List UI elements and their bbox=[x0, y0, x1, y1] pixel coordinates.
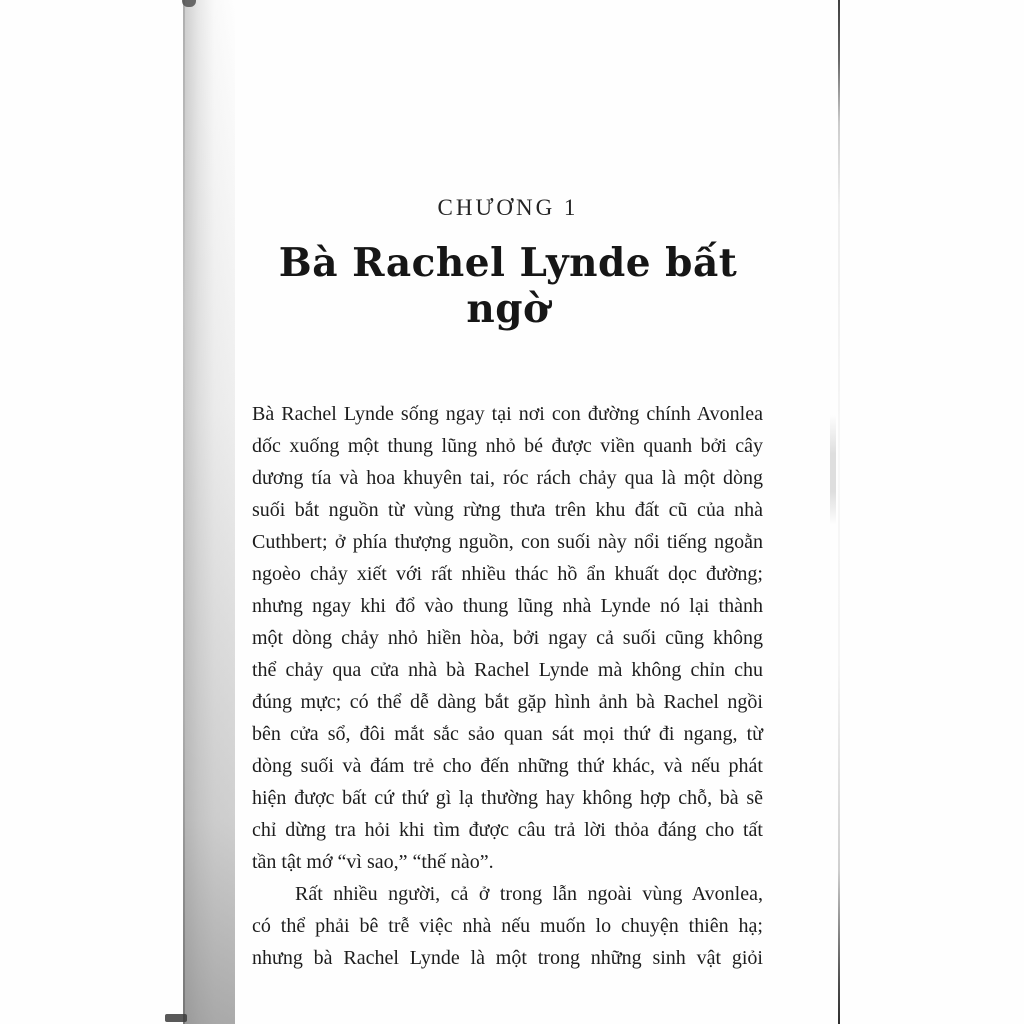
page-right-edge-line bbox=[838, 0, 840, 1024]
text-line: dốc xuống một thung lũng nhỏ bé được viền quanh bởi cây bbox=[252, 435, 763, 457]
page-bottom-edge-mark bbox=[165, 1014, 187, 1022]
text-line: Bà Rachel Lynde sống ngay tại nơi con đường chính Avonlea bbox=[252, 403, 763, 425]
chapter-title: Bà Rachel Lynde bất ngờ bbox=[278, 240, 738, 332]
text-line: hiện được bất cứ thứ gì lạ thường hay không hợp chỗ, bà sẽ bbox=[252, 787, 763, 809]
text-line: Cuthbert; ở phía thượng nguồn, con suối này nổi tiếng ngoằn bbox=[252, 531, 763, 553]
text-line: Rất nhiều người, cả ở trong lẫn ngoài vùng Avonlea, bbox=[295, 883, 763, 905]
page-spine-edge-line bbox=[183, 0, 185, 1024]
text-line: có thể phải bê trễ việc nhà nếu muốn lo chuyện thiên hạ; bbox=[252, 915, 763, 937]
text-line: nhưng bà Rachel Lynde là một trong những sinh vật giỏi bbox=[252, 947, 763, 969]
text-line: chỉ dừng tra hỏi khi tìm được câu trả lời thỏa đáng cho tất bbox=[252, 819, 763, 841]
text-line: bên cửa sổ, đôi mắt sắc sảo quan sát mọi thứ đi ngang, từ bbox=[252, 723, 763, 745]
page-spine-shadow bbox=[183, 0, 235, 1024]
text-line: thể chảy qua cửa nhà bà Rachel Lynde mà không chỉn chu bbox=[252, 659, 763, 681]
text-line: đúng mực; có thể dễ dàng bắt gặp hình ảnh bà Rachel ngồi bbox=[252, 691, 763, 713]
text-line: nhưng ngay khi đổ vào thung lũng nhà Lynde nó lại thành bbox=[252, 595, 763, 617]
text-line: dương tía và hoa khuyên tai, róc rách chảy qua là một dòng bbox=[252, 467, 763, 489]
text-line: dòng suối và đám trẻ cho đến những thứ khác, và nếu phát bbox=[252, 755, 763, 777]
body-text bbox=[252, 398, 763, 974]
text-line: suối bắt nguồn từ vùng rừng thưa trên khu đất cũ của nhà bbox=[252, 499, 763, 521]
text-line: ngoèo chảy xiết với rất nhiều thác hồ ẩn khuất dọc đường; bbox=[252, 563, 763, 585]
text-line: một dòng chảy nhỏ hiền hòa, bởi ngay cả suối cũng không bbox=[252, 627, 763, 649]
text-line: tần tật mớ “vì sao,” “thế nào”. bbox=[252, 851, 494, 873]
page-edge-smudge bbox=[830, 415, 836, 525]
chapter-number-label: CHƯƠNG 1 bbox=[437, 195, 579, 220]
